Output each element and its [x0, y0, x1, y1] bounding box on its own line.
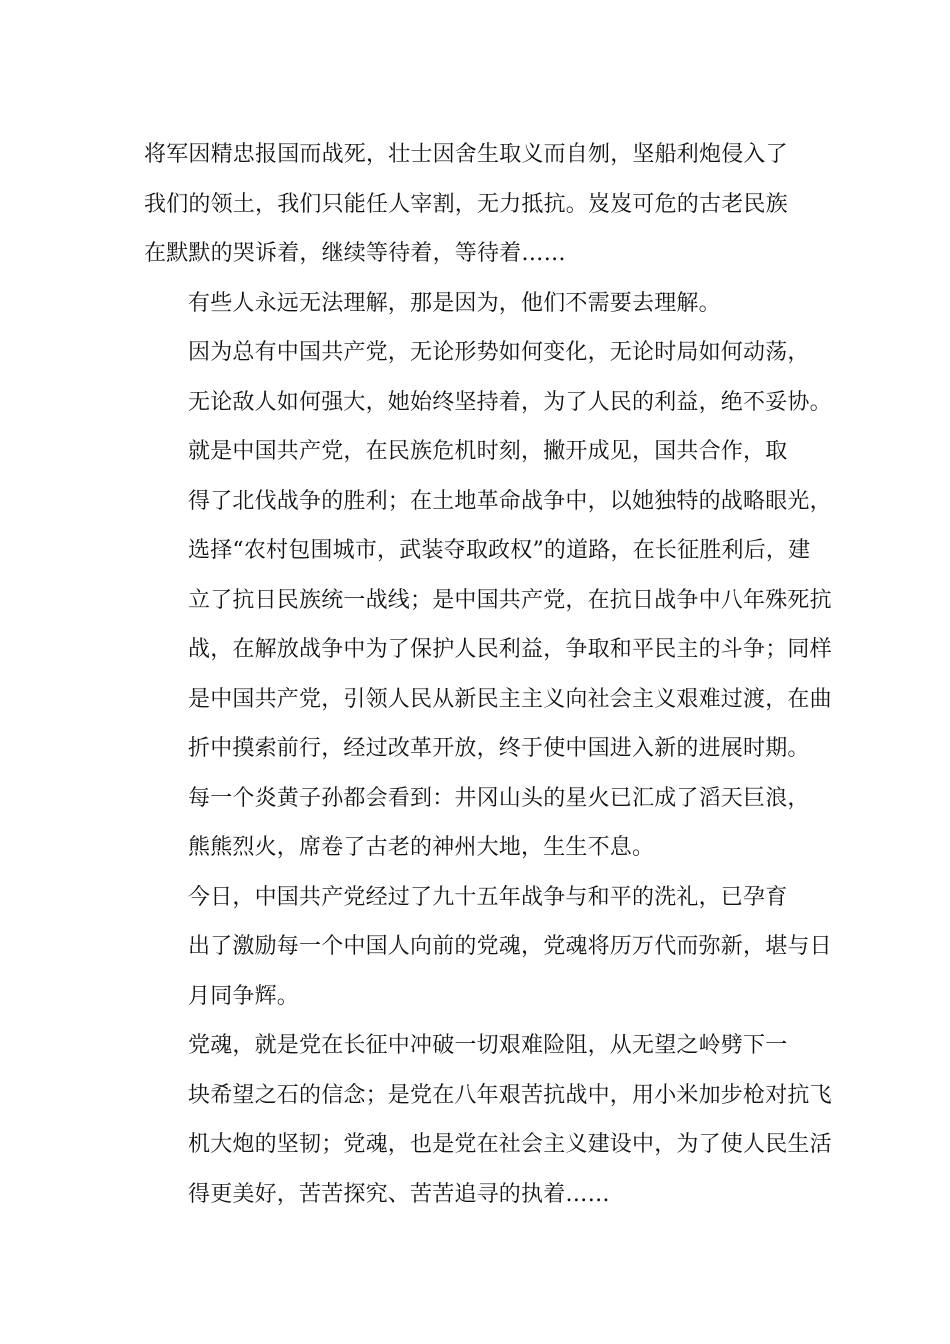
- text-line: 战，在解放战争中为了保护人民利益，争取和平民主的斗争；同样: [188, 637, 832, 662]
- text-line: 我们的领土，我们只能任人宰割，无力抵抗。岌岌可危的古老民族: [144, 191, 788, 217]
- text-line: 月同争辉。: [188, 983, 300, 1009]
- document-body: [144, 130, 832, 1219]
- paragraph: [144, 873, 832, 1022]
- text-line: 党魂，就是党在长征中冲破一切艰难险阻，从无望之岭劈下一: [188, 1033, 788, 1058]
- paragraph: [144, 774, 808, 873]
- text-line: 熊熊烈火，席卷了古老的神州大地，生生不息。: [188, 835, 655, 860]
- paragraph: [144, 328, 832, 427]
- text-line: 因为总有中国共产党，无论形势如何变化，无论时局如何动荡，: [188, 340, 810, 365]
- text-line: 在默默的哭诉着，继续等待着，等待着……: [144, 241, 566, 266]
- text-line: 今日，中国共产党经过了九十五年战争与和平的洗礼，已孕育: [188, 884, 788, 910]
- paragraph: [144, 1021, 832, 1219]
- text-line: 出了激励每一个中国人向前的党魂，党魂将历万代而弥新，堪与日: [188, 934, 832, 959]
- text-line: 折中摸索前行，经过改革开放，终于使中国进入新的进展时期。: [188, 736, 810, 761]
- text-line: 选择“农村包围城市，武装夺取政权”的道路，在长征胜利后，建: [188, 538, 811, 563]
- text-line: 得了北伐战争的胜利；在土地革命战争中，以她独特的战略眼光，: [188, 488, 832, 514]
- text-line: 无论敌人如何强大，她始终坚持着，为了人民的利益，绝不妥协。: [188, 389, 832, 415]
- text-line: 有些人永远无法理解，那是因为，他们不需要去理解。: [188, 290, 721, 316]
- text-line: 将军因精忠报国而战死，壮士因舍生取义而自刎，坚船利炮侵入了: [144, 142, 788, 167]
- paragraph: [144, 279, 808, 329]
- paragraph: [144, 427, 832, 774]
- paragraph: [144, 130, 808, 279]
- text-line: 得更美好，苦苦探究、苦苦追寻的执着……: [188, 1181, 610, 1207]
- text-line: 立了抗日民族统一战线；是中国共产党，在抗日战争中八年殊死抗: [188, 587, 832, 613]
- text-line: 是中国共产党，引领人民从新民主主义向社会主义艰难过渡，在曲: [188, 686, 832, 712]
- text-line: 每一个炎黄子孙都会看到：井冈山头的星火已汇成了滔天巨浪，: [188, 785, 810, 811]
- text-line: 机大炮的坚韧；党魂，也是党在社会主义建设中，为了使人民生活: [188, 1132, 832, 1157]
- text-line: 块希望之石的信念；是党在八年艰苦抗战中，用小米加步枪对抗飞: [188, 1082, 832, 1108]
- text-line: 就是中国共产党，在民族危机时刻，撇开成见，国共合作，取: [188, 439, 788, 464]
